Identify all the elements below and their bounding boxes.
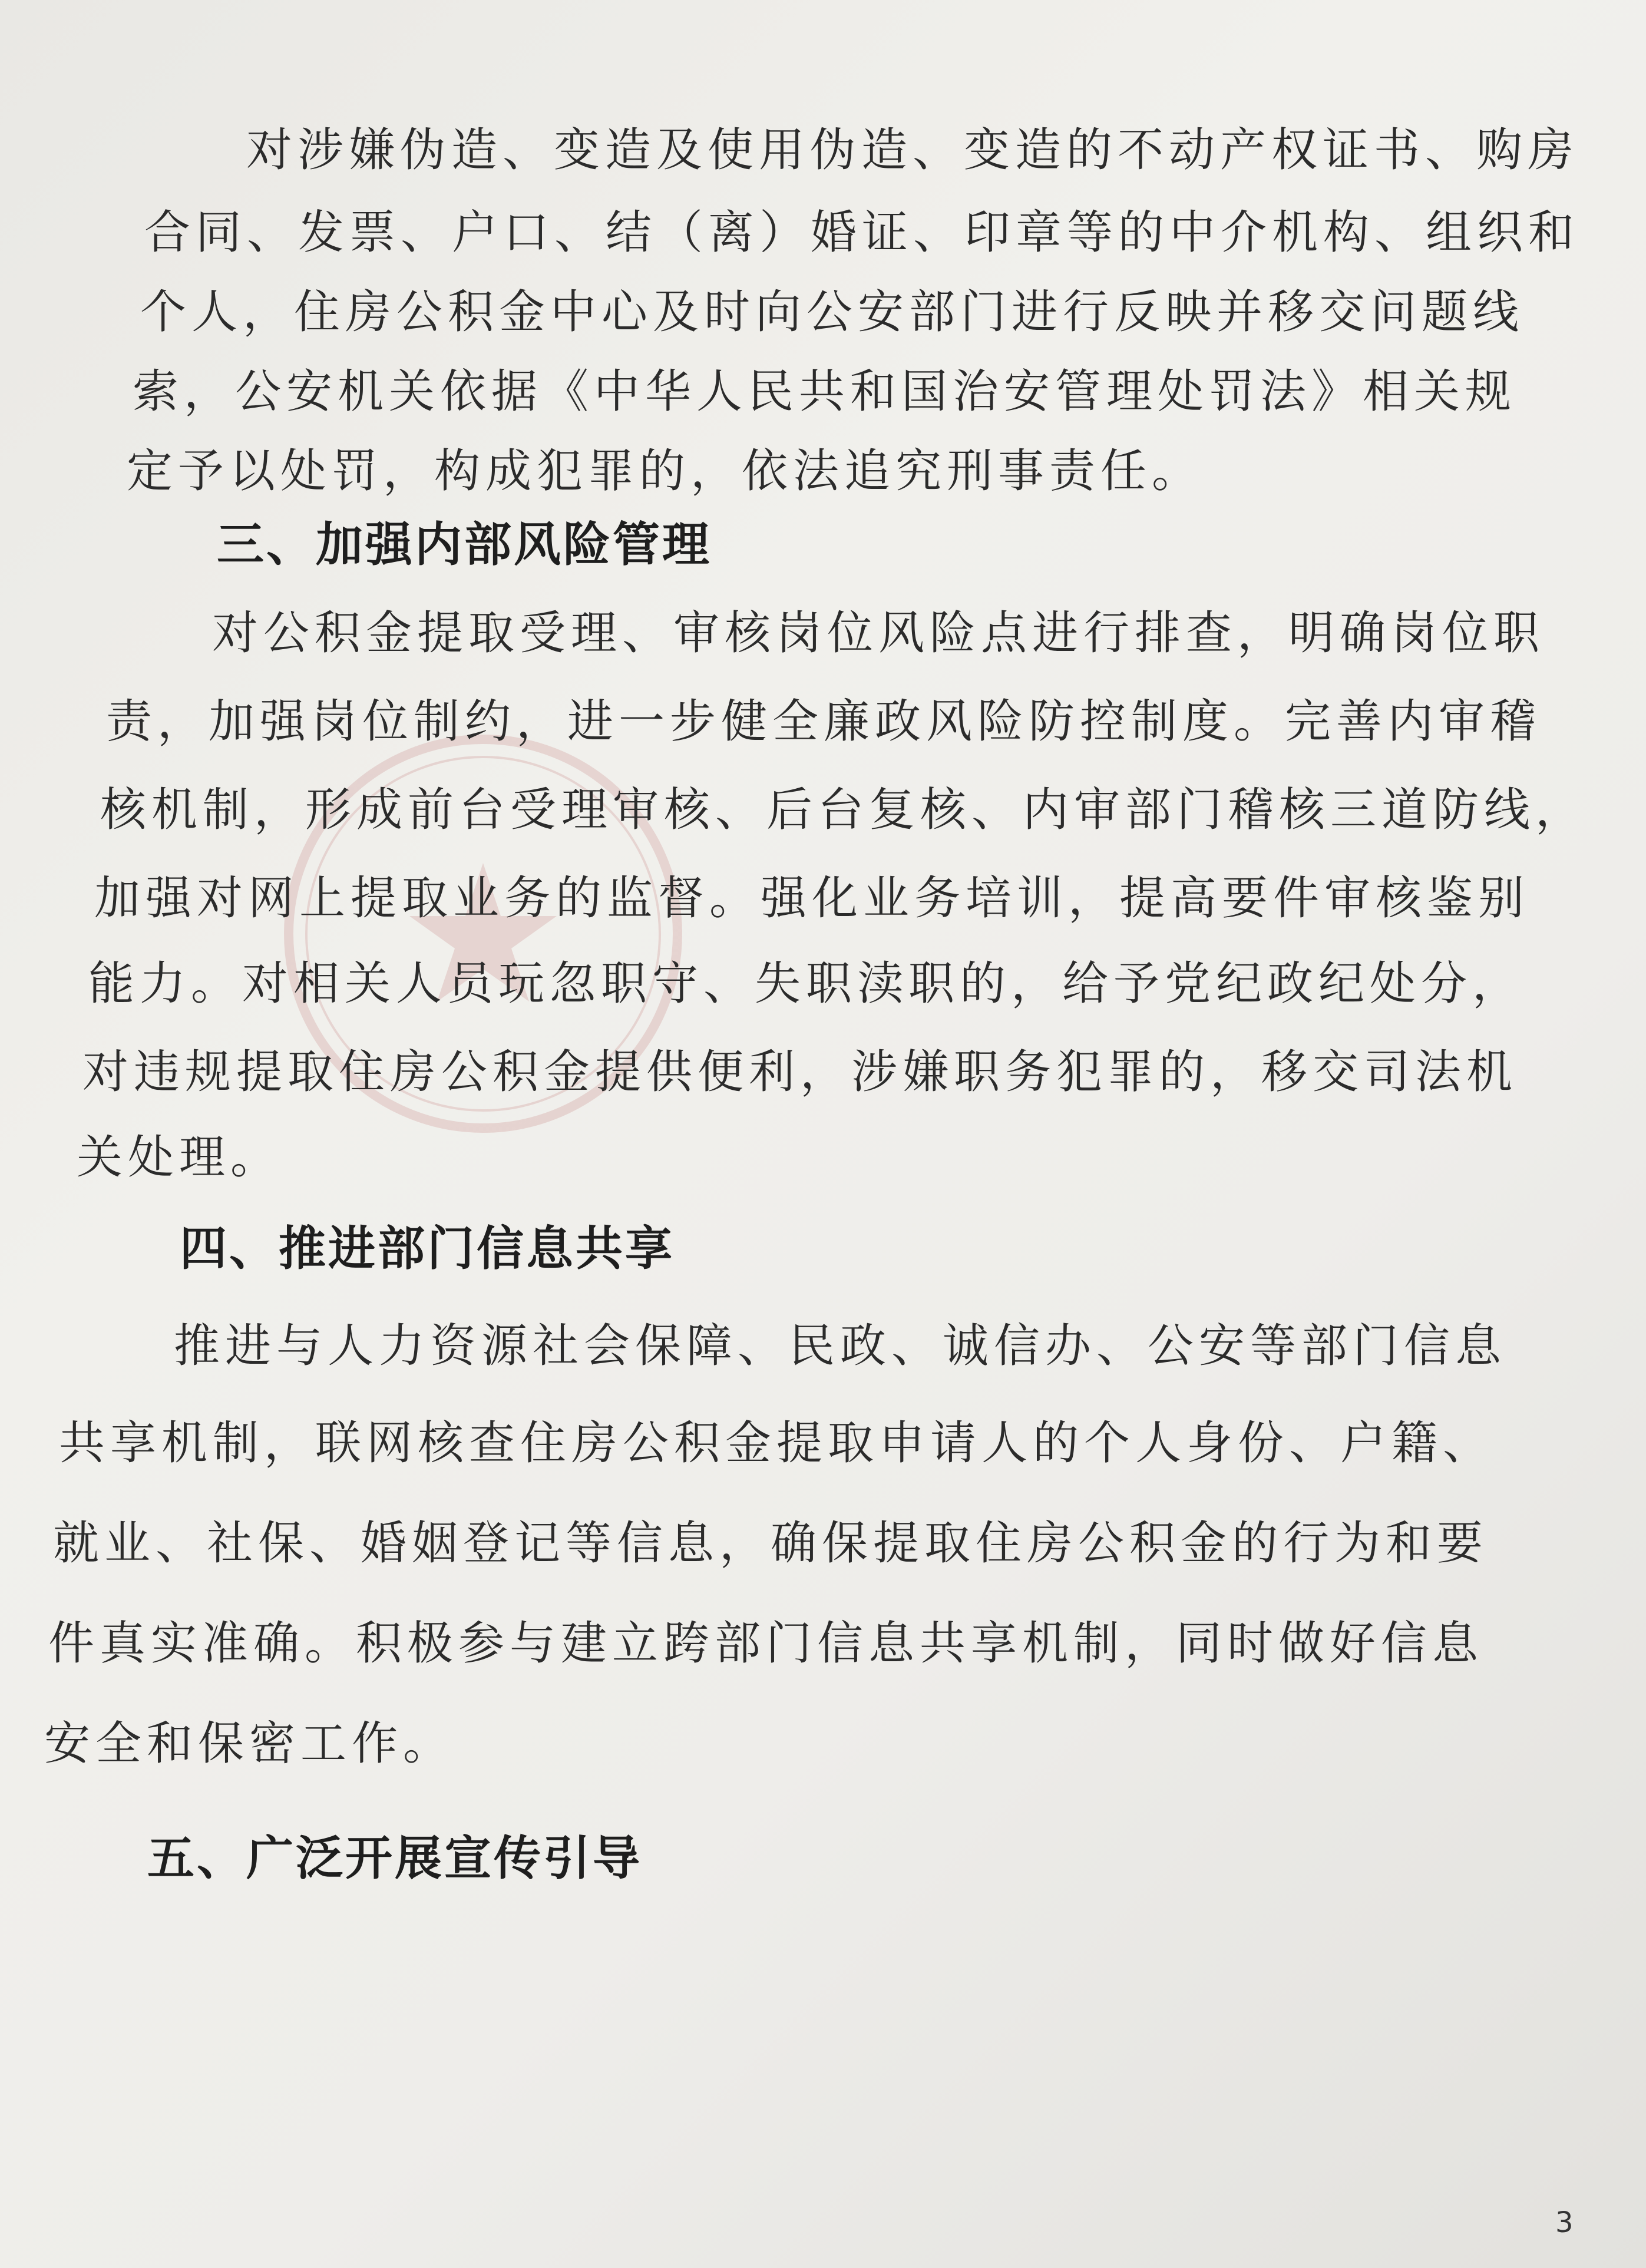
intro-line: 定予以处罚，构成犯罪的，依法追究刑事责任。 [127, 445, 1204, 498]
section3-line: 对违规提取住房公积金提供便利，涉嫌职务犯罪的，移交司法机 [82, 1046, 1518, 1099]
page-number: 3 [1555, 2206, 1574, 2239]
section3-line: 核机制，形成前台受理审核、后台复核、内审部门稽核三道防线， [100, 783, 1587, 837]
intro-line: 个人，住房公积金中心及时向公安部门进行反映并移交问题线 [140, 286, 1525, 339]
intro-line: 合同、发票、户口、结（离）婚证、印章等的中介机构、组织和 [144, 206, 1580, 259]
section-heading-internal-risk: 三、加强内部风险管理 [217, 517, 712, 572]
section3-line: 加强对网上提取业务的监督。强化业务培训，提高要件审核鉴别 [94, 872, 1530, 925]
intro-line: 索，公安机关依据《中华人民共和国治安管理处罚法》相关规 [133, 365, 1517, 418]
intro-line: 对涉嫌伪造、变造及使用伪造、变造的不动产权证书、购房 [246, 124, 1579, 177]
section3-line: 对公积金提取受理、审核岗位风险点进行排查，明确岗位职 [212, 607, 1545, 660]
section4-line: 安全和保密工作。 [44, 1717, 455, 1770]
section3-line: 能力。对相关人员玩忽职守、失职渎职的，给予党纪政纪处分， [88, 957, 1524, 1010]
section-heading-publicity: 五、广泛开展宣传引导 [147, 1831, 642, 1886]
section-heading-info-sharing: 四、推进部门信息共享 [180, 1221, 675, 1276]
section3-line: 责，加强岗位制约，进一步健全廉政风险防控制度。完善内审稽 [106, 695, 1542, 748]
section4-line: 共享机制，联网核查住房公积金提取申请人的个人身份、户籍、 [59, 1417, 1495, 1470]
section3-line: 关处理。 [77, 1131, 282, 1184]
section4-line: 推进与人力资源社会保障、民政、诚信办、公安等部门信息 [174, 1320, 1507, 1373]
section4-line: 就业、社保、婚姻登记等信息，确保提取住房公积金的行为和要 [53, 1517, 1489, 1570]
section4-line: 件真实准确。积极参与建立跨部门信息共享机制，同时做好信息 [48, 1617, 1484, 1670]
